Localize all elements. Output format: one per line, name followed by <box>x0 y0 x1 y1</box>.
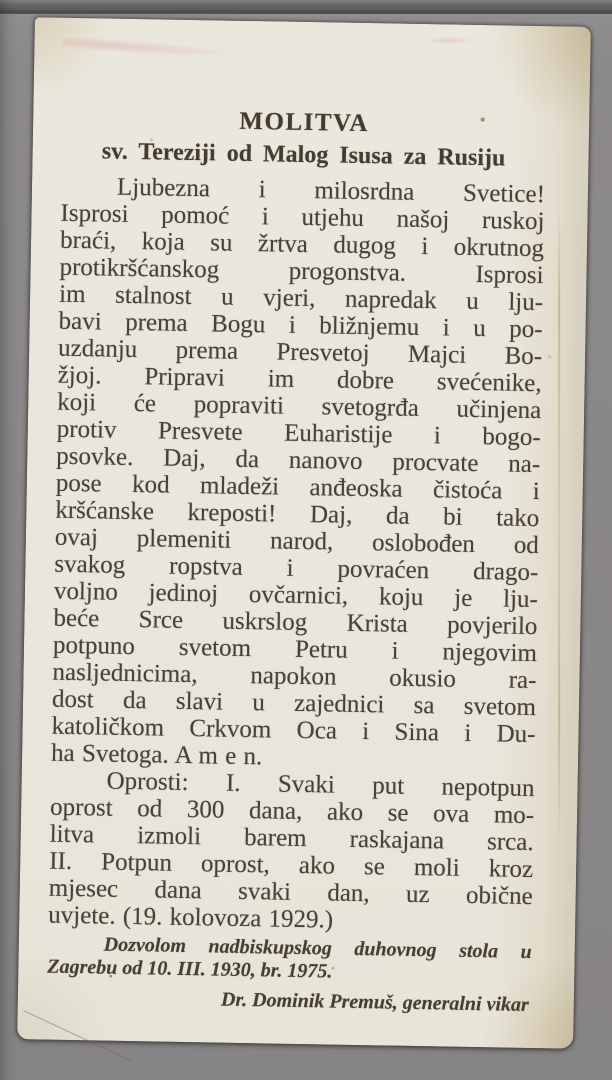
prayer-line: nasljednicima, napokon okusio ra- <box>52 658 537 695</box>
bottom-left-crease <box>23 1010 132 1062</box>
prayer-line: oprost od 300 dana, ako se ova mo- <box>49 793 535 830</box>
prayer-title: MOLITVA <box>239 107 370 138</box>
prayer-line: žjoj. Pripravi im dobre svećenike, <box>57 361 542 398</box>
prayer-line: Oprosti: I. Svaki put nepotpun <box>106 767 535 803</box>
prayer-line: katoličkom Crkvom Oca i Sina i Du- <box>51 712 536 749</box>
imprimatur-line-2: Zagrebu od 10. III. 1930, br. 1975. <box>47 955 333 983</box>
prayer-line: mjesec dana svaki dan, uz obične <box>48 874 533 911</box>
prayer-line: potpuno svetom Petru i njegovim <box>52 631 538 668</box>
prayer-body <box>48 173 545 937</box>
prayer-line: Ljubezna i milosrdna Svetice! <box>116 173 546 209</box>
prayer-paragraph <box>51 173 545 775</box>
prayer-paragraph <box>48 767 535 937</box>
prayer-line: ovaj plemeniti narod, oslobođen od <box>54 523 540 560</box>
prayer-line: bavi prema Bogu i bližnjemu i u po- <box>58 307 543 344</box>
prayer-line: Isprosi pomoć i utjehu našoj ruskoj <box>60 199 545 236</box>
prayer-line: braći, koja su žrtva dugog i okrutnog <box>59 226 545 263</box>
prayer-line: im stalnost u vjeri, napredak u lju- <box>58 280 544 317</box>
prayer-line: kršćanske kreposti! Daj, da bi tako <box>55 496 540 533</box>
prayer-line: litva izmoli barem raskajana srca. <box>49 820 534 857</box>
prayer-line: psovke. Daj, da nanovo procvate na- <box>56 442 541 479</box>
prayer-line: protiv Presvete Euharistije i bogo- <box>56 415 541 452</box>
prayer-card-content <box>18 17 591 1018</box>
prayer-line: uvjete. (19. kolovoza 1929.) <box>48 901 334 934</box>
prayer-line: svakog ropstva i povraćen drago- <box>54 550 539 587</box>
backdrop-fold-band <box>0 0 612 14</box>
prayer-card <box>17 17 591 1049</box>
prayer-line: pose kod mladeži anđeoska čistoća i <box>55 469 540 506</box>
prayer-line: uzdanju prema Presvetoj Majci Bo- <box>57 334 543 371</box>
prayer-line: voljno jedinoj ovčarnici, koju je lju- <box>53 577 539 614</box>
prayer-line: II. Potpun oprost, ako se moli kroz <box>48 847 534 884</box>
prayer-line: ha Svetoga. A m e n. <box>50 739 263 771</box>
prayer-subtitle: sv. Tereziji od Malog Isusa za Rusiju <box>101 138 506 172</box>
prayer-line: koji će popraviti svetogrđa učinjena <box>57 388 542 425</box>
prayer-line: beće Srce uskrslog Krista povjerilo <box>53 604 538 641</box>
imprimatur-block <box>47 933 532 1017</box>
prayer-line: dost da slavi u zajednici sa svetom <box>51 685 537 722</box>
imprimatur-signature: Dr. Dominik Premuš, generalni vikar <box>220 988 529 1016</box>
imprimatur-line-1: Dozvolom nadbiskupskog duhovnog stola u <box>103 933 532 964</box>
prayer-line: protikršćanskog progonstva. Isprosi <box>59 253 544 290</box>
